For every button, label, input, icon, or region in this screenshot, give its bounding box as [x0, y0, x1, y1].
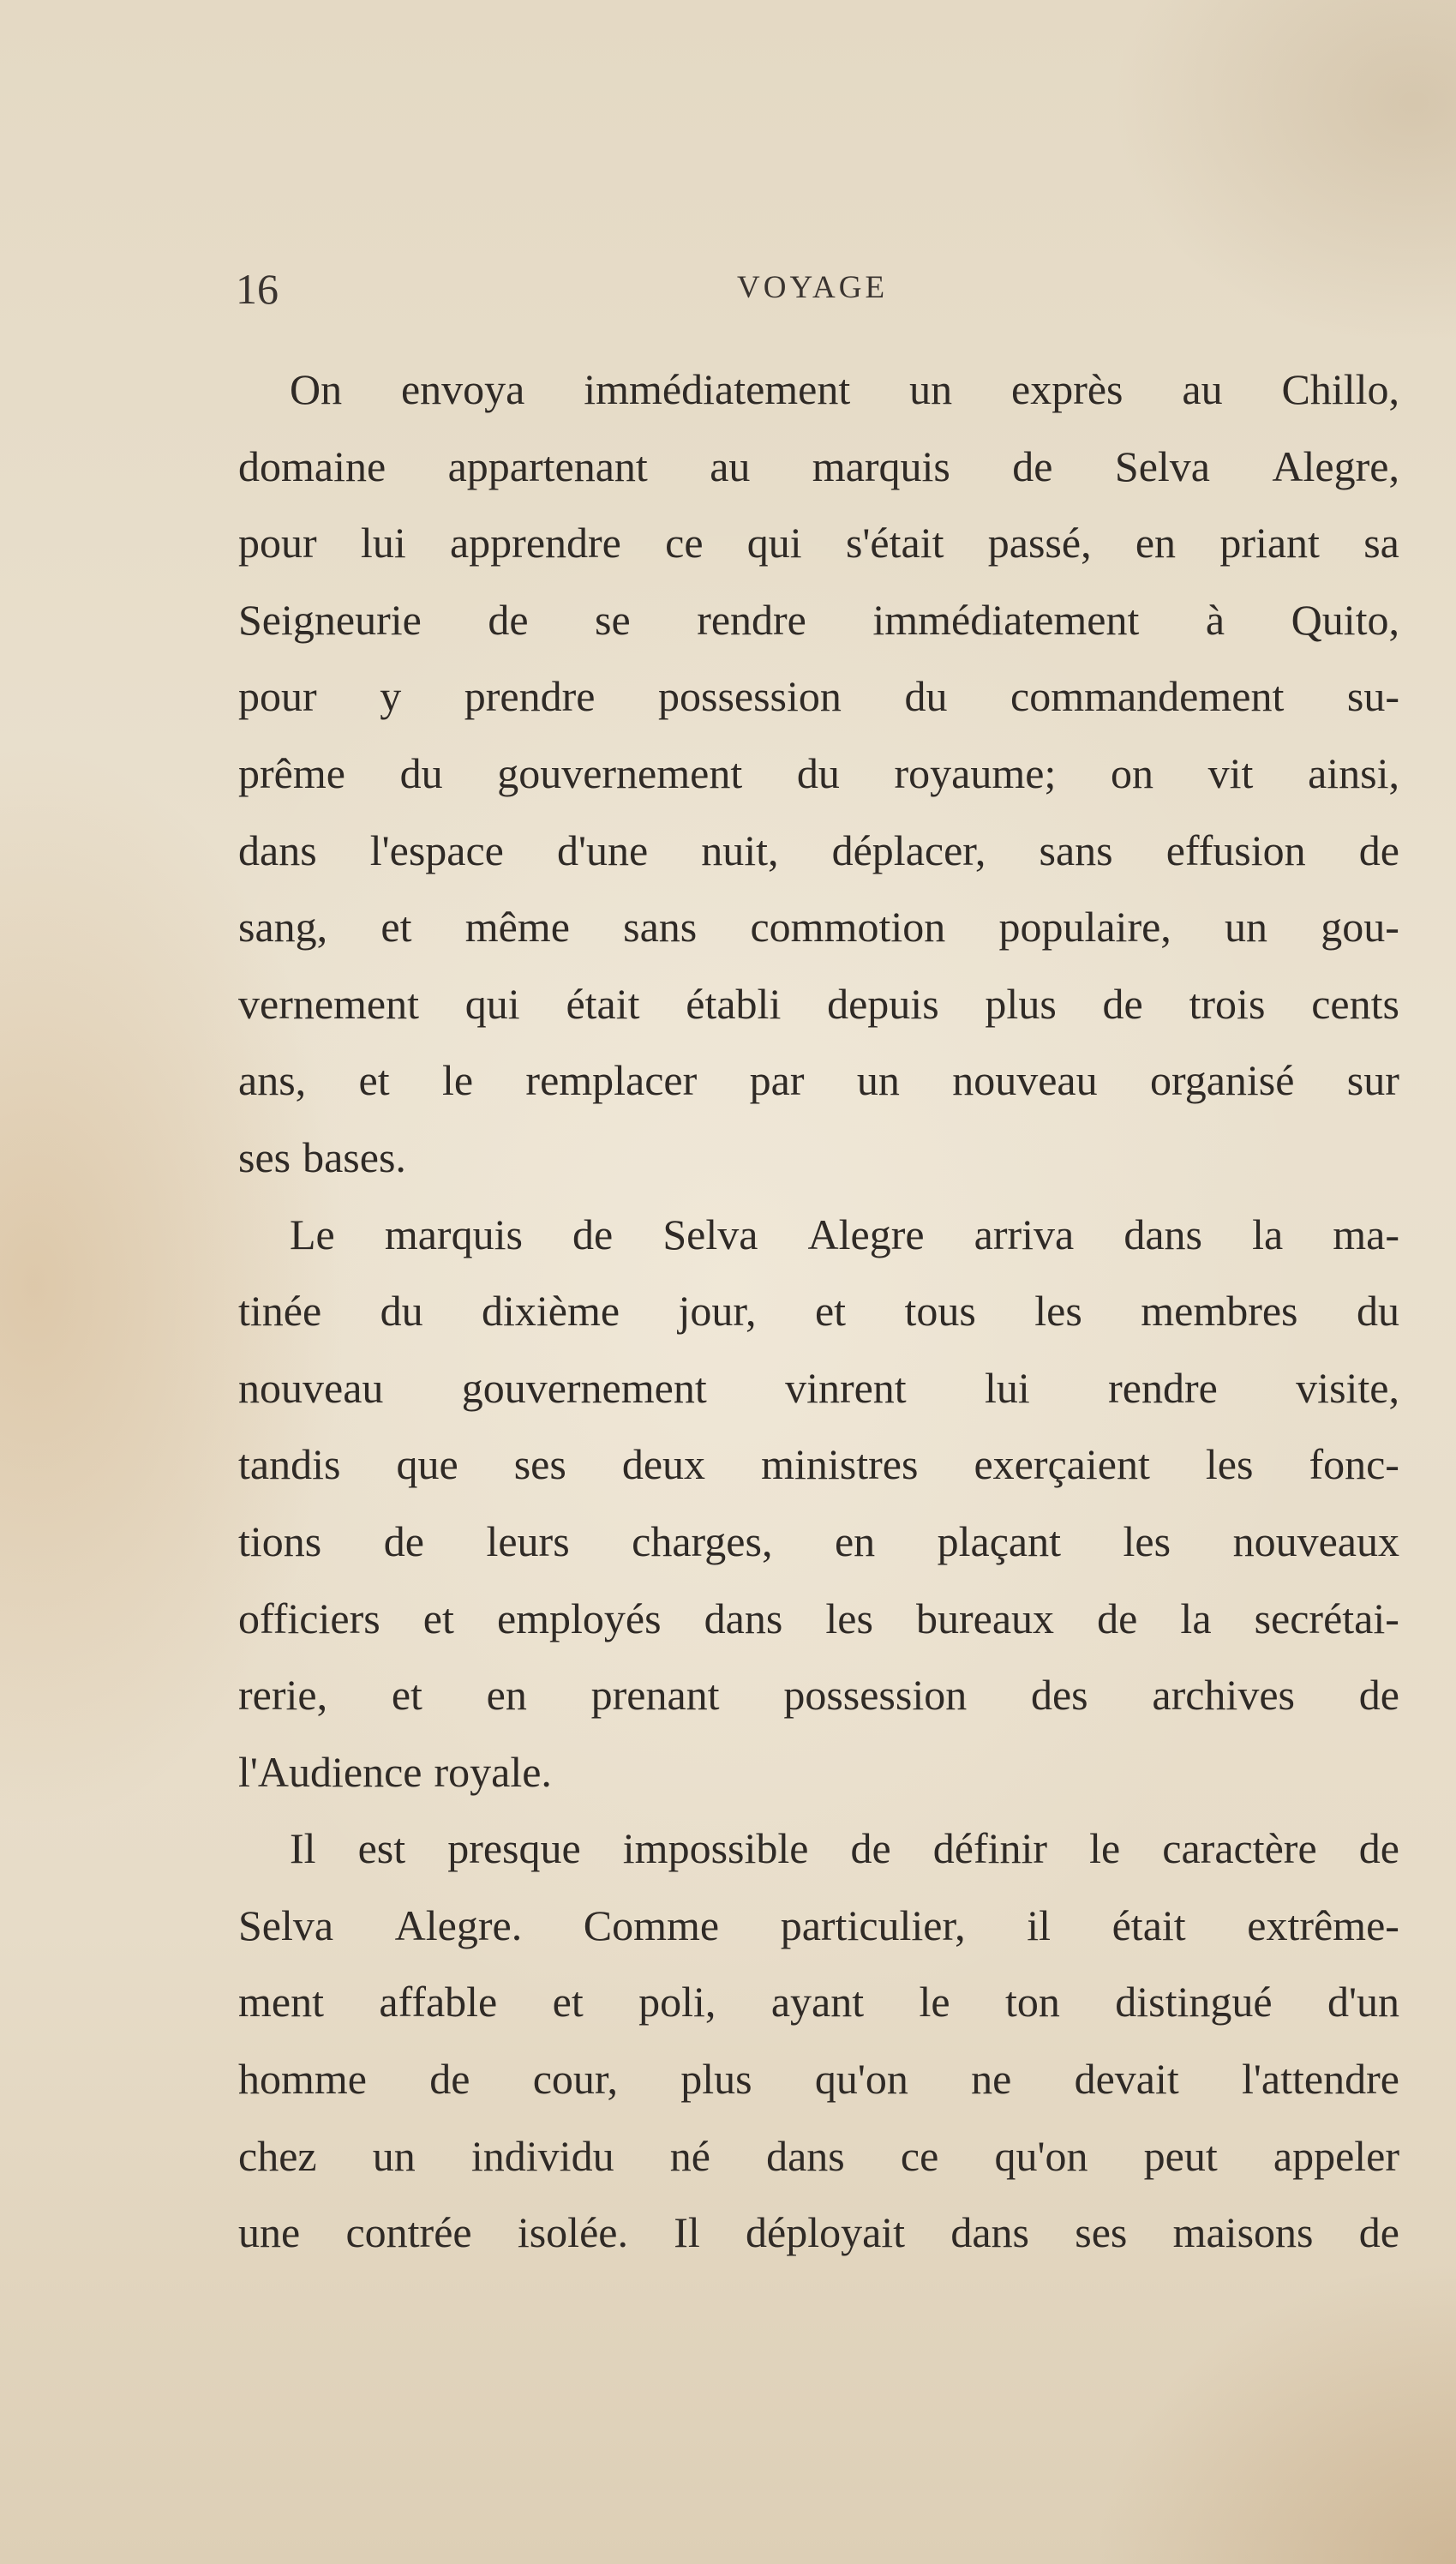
text-line: tandis que ses deux ministres exerçaient les fonc- [238, 1440, 1399, 1489]
text-line: tions de leurs charges, en plaçant les nouveaux [238, 1516, 1399, 1565]
text-line: Selva Alegre. Comme particulier, il était extrême- [238, 1900, 1399, 1949]
text-line: nouveau gouvernement vinrent lui rendre visite, [238, 1363, 1399, 1412]
text-line: tinée du dixième jour, et tous les membres du [238, 1287, 1399, 1336]
text-line: ses bases. [238, 1132, 406, 1181]
text-line: chez un individu né dans ce qu'on peut appeler [238, 2131, 1399, 2180]
text-line: ment affable et poli, ayant le ton distingué d'un [238, 1978, 1399, 2027]
text-line: sang, et même sans commotion populaire, un gou- [238, 903, 1399, 952]
text-line: Le marquis de Selva Alegre arriva dans la ma- [290, 1210, 1399, 1258]
text-line: domaine appartenant au marquis de Selva Alegre, [238, 441, 1399, 490]
text-line: pour y prendre possession du commandement su- [238, 672, 1399, 721]
text-line: officiers et employés dans les bureaux de la secrétai- [238, 1594, 1399, 1642]
text-line: une contrée isolée. Il déployait dans ses maisons de [238, 2208, 1399, 2257]
text-line: l'Audience royale. [238, 1747, 552, 1796]
body-text [238, 351, 1399, 2272]
text-line: prême du gouvernement du royaume; on vit ainsi, [238, 748, 1399, 797]
text-line: Seigneurie de se rendre immédiatement à Quito, [238, 595, 1399, 644]
text-line: homme de cour, plus qu'on ne devait l'attendre [238, 2055, 1399, 2104]
page-number: 16 [236, 265, 279, 313]
text-line: dans l'espace d'une nuit, déplacer, sans effusion de [238, 826, 1399, 874]
page-header [236, 257, 1375, 326]
text-line: vernement qui était établi depuis plus de trois cents [238, 979, 1399, 1028]
text-line: On envoya immédiatement un exprès au Chillo, [290, 365, 1399, 413]
text-line: pour lui apprendre ce qui s'était passé, en priant sa [238, 519, 1399, 567]
text-line: rerie, et en prenant possession des archives de [238, 1671, 1399, 1720]
running-head: VOYAGE [737, 270, 889, 305]
text-line: ans, et le remplacer par un nouveau organisé sur [238, 1056, 1399, 1105]
text-line: Il est presque impossible de définir le caractère de [290, 1824, 1399, 1873]
